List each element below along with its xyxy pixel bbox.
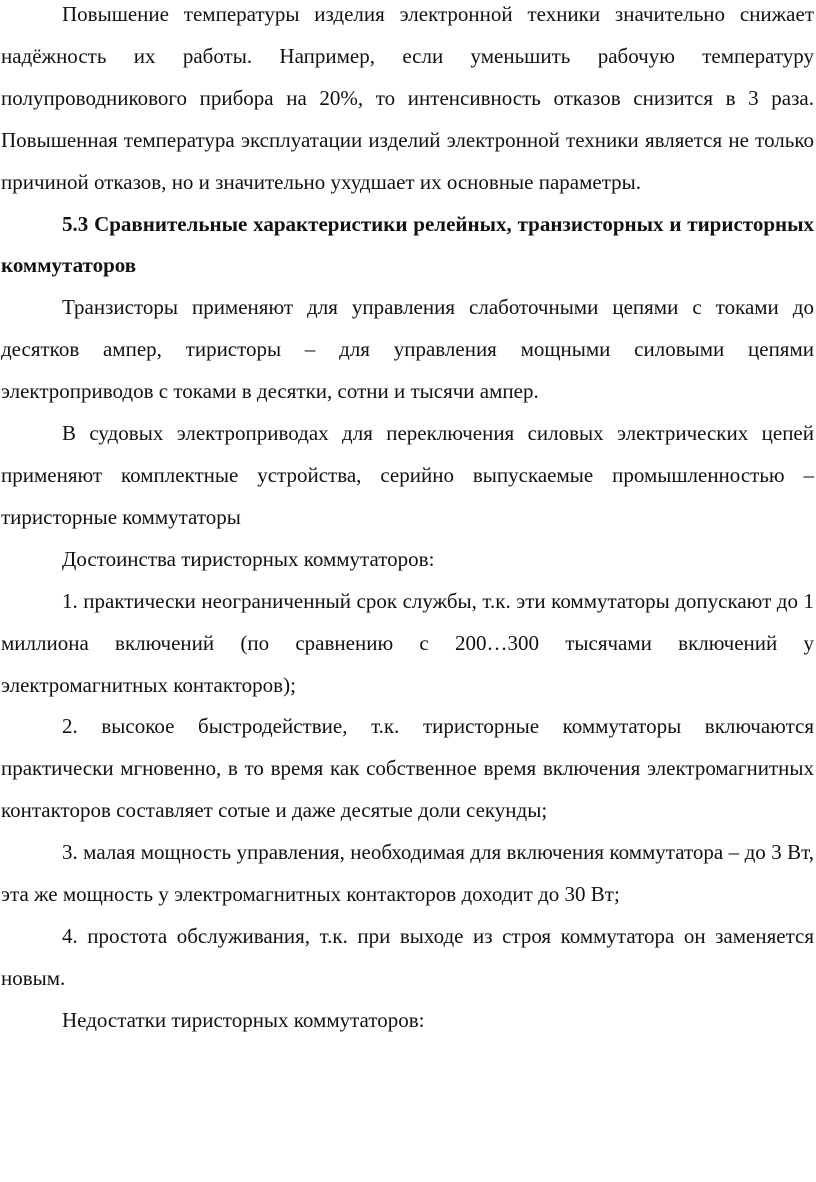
list-item-advantage-2: 2. высокое быстродействие, т.к. тиристорные коммутаторы включаются практически мгновенно, в то время как собственное время включения электромагнитных контакторов составляет сотые и даже десятые доли секунды;: [1, 714, 814, 823]
list-item-advantage-4: 4. простота обслуживания, т.к. при выходе из строя коммутатора он заменяется новым.: [1, 923, 814, 990]
intro-paragraph: Повышение температуры изделия электронной техники значительно снижает надёжность их работы. Например, если уменьшить рабочую температуру полупроводникового прибора на 20%, то интенсивность отказов снизится в 3 раза. Повышенная температура эксплуатации изделий электронной техники является не только причиной отказов, но и значительно ухудшает их основные параметры.: [1, 2, 814, 194]
list-item-advantage-1: 1. практически неограниченный срок службы, т.к. эти коммутаторы допускают до 1 миллиона включений (по сравнению с 200…300 тысячами включений у электромагнитных контакторов);: [1, 588, 814, 697]
paragraph-transistors: Транзисторы применяют для управления слаботочными цепями с токами до десятков ампер, тиристоры – для управления мощными силовыми цепями электроприводов с токами в десятки, сотни и тысячи ампер.: [1, 295, 814, 404]
section-heading: 5.3 Сравнительные характеристики релейных, транзисторных и тиристорных коммутаторов: [1, 211, 814, 278]
paragraph-advantages-title: Достоинства тиристорных коммутаторов:: [62, 546, 435, 571]
paragraph-ship-drives: В судовых электроприводах для переключения силовых электрических цепей применяют комплектные устройства, серийно выпускаемые промышленностью – тиристорные коммутаторы: [1, 421, 814, 529]
paragraph-disadvantages-title: Недостатки тиристорных коммутаторов:: [62, 1007, 425, 1032]
list-item-advantage-3: 3. малая мощность управления, необходимая для включения коммутатора – до 3 Вт, эта же мощность у электромагнитных контакторов доходит до 30 Вт;: [1, 840, 814, 907]
